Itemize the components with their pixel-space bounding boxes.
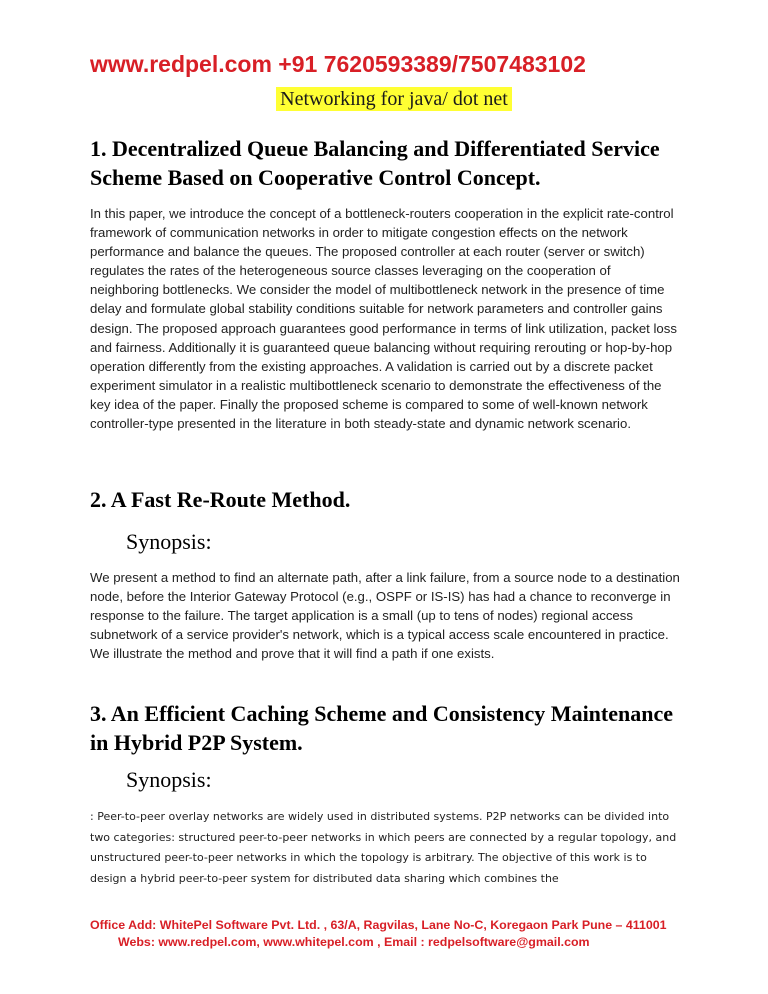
section-3-body: : Peer-to-peer overlay networks are widely used in distributed systems. P2P networks can be divided into two categories: structured peer-to-peer networks in which peers are connected by a regular topology, and unstructured peer-to-peer networks in which the topology is arbitrary. The objective of this work is to design a hybrid peer-to-peer system for distributed data sharing which combines the [90,810,677,885]
section-number: 2. [90,487,107,512]
subtitle-container [0,87,768,111]
footer-webs: Webs: www.redpel.com, www.whitepel.com , Email : redpelsoftware@gmail.com [118,935,590,949]
section-title: An Efficient Caching Scheme and Consistency Maintenance in Hybrid P2P System. [90,701,674,755]
section-2-body: We present a method to find an alternate path, after a link failure, from a source node to a destination node, before the Interior Gateway Protocol (e.g., OSPF or IS-IS) has had a chance to reconverge in response to the failure. The target application is a small (up to tens of nodes) regional access subnetwork of a service provider's network, which is a typical access scale encountered in practice. We illustrate the method and prove that it will find a path if one exists. [90,570,680,662]
section-number: 3. [90,701,107,726]
footer-address: Office Add: WhitePel Software Pvt. Ltd. , 63/A, Ragvilas, Lane No-C, Koregaon Park Pune – 411001 [90,918,667,932]
section-title: A Fast Re-Route Method. [110,487,351,512]
section-2-heading [90,485,690,514]
section-number: 1. [90,136,107,161]
section-1-heading [90,134,690,192]
subtitle-highlight: Networking for java/ dot net [276,87,512,111]
section-3-heading [90,699,690,757]
section-1-body: In this paper, we introduce the concept of a bottleneck-routers cooperation in the explicit rate-control framework of communication networks in order to mitigate congestion effects on the network performance and balance the queues. The proposed controller at each router (server or switch) regulates the rates of the heterogeneous source classes leveraging on the cooperation of neighboring bottlenecks. We consider the model of multibottleneck network in the presence of time delay and formulate global stability conditions suitable for network parameters and controller gains design. The proposed approach guarantees good performance in terms of link utilization, packet loss and fairness. Additionally it is guaranteed queue balancing without requiring rerouting or hop-by-hop operation differently from the existing approaches. A validation is carried out by a discrete packet experiment simulator in a realistic multibottleneck scenario to demonstrate the effectiveness of the key idea of the paper. Finally the proposed scheme is compared to some of well-known network controller-type presented in the literature in both steady-state and dynamic network scenario. [90,206,677,432]
section-2-synopsis-label: Synopsis: [126,529,212,554]
contact-header: www.redpel.com +91 7620593389/7507483102 [90,51,586,77]
section-title: Decentralized Queue Balancing and Differentiated Service Scheme Based on Cooperative Control Concept. [90,136,660,190]
section-3-synopsis-label: Synopsis: [126,767,212,792]
